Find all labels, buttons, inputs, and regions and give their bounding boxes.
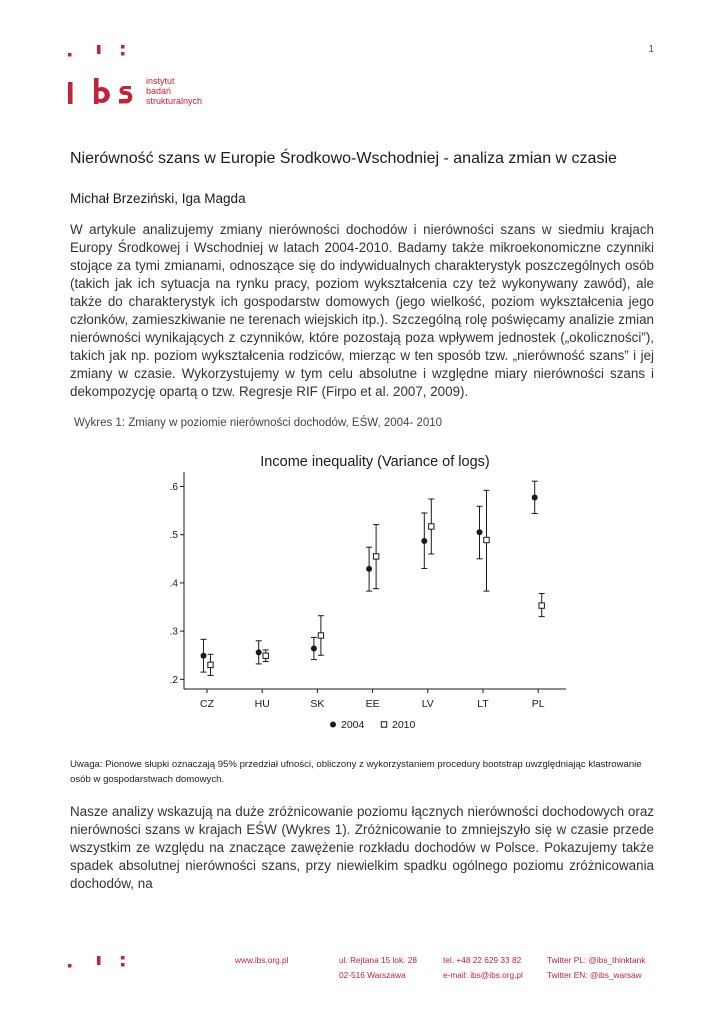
data-point-2004 [311, 645, 317, 651]
figure-note: Uwaga: Pionowe słupki oznaczają 95% przedział ufności, obliczony z wykorzystaniem procedury bootstrap uwzględniając klastrowanie osób w gospodarstwach domowych. [70, 759, 642, 785]
data-point-2010 [208, 662, 213, 667]
footer-email[interactable]: e-mail: ibs@ibs.org.pl [443, 970, 523, 980]
logo-line-2: badań [146, 86, 172, 96]
data-point-2010 [539, 603, 544, 608]
data-point-2010 [373, 554, 378, 559]
data-point-2004 [532, 495, 538, 501]
data-point-2010 [484, 537, 489, 542]
footer-website-col [235, 953, 289, 968]
chart-marks [201, 481, 545, 675]
page-title: Nierówność szans w Europie Środkowo-Wschodniej - analiza zmian w czasie [70, 150, 617, 167]
data-point-2010 [318, 633, 323, 638]
page-number: 1 [648, 44, 654, 55]
abstract-paragraph: W artykule analizujemy zmiany nierówności dochodów i nierówności szans w siedmiu krajach Europy Środkowej i Wschodniej w latach 2004-2010. Badamy także mikroekonomiczne czynniki stojące za tymi zmianami, odnoszące się do indywidualnych charakterystyk poszczególnych osób (takich jak ich sytuacja na rynku pracy, poziom wykształcenia czy też wykonywany zawód), ale także do charakterystyk ich gospodarstw domowych (jego wielkość, poziom wykształcenia jego członków, zamieszkiwanie ne terenach wiejskich itp.). Szczególną rolę poświęcamy analizie zmian nierówności wynikających z czynników, które pozostają poza wpływem jednostek („okoliczności”), takich jak np. poziom wykształcenia rodziców, mierząc w ten sposób tzw. „nierówność szans” i jej zmiany w czasie. Wykorzystujemy w tym celu absolutne i względne miary nierówności szans i dekompozycję opartą o tzw. Regresje RIF (Firpo et al. 2007, 2009). [70, 222, 654, 399]
body-paragraph: Nasze analizy wskazują na duże zróżnicowanie poziomu łącznych nierówności dochodowych oraz nierówności szans w krajach EŚW (Wykres 1). Zróżnicowanie to zmniejszyło się w czasie przede wszystkim ze względu na znaczące zawężenie rozkładu dochodów w Polsce. Pokazujemy także spadek absolutnej nierówności szans, przy niewielkim spadku ogólnego poziomu zróżnicowania dochodów, na [70, 804, 654, 891]
data-point-2004 [366, 566, 372, 572]
data-point-2004 [201, 653, 207, 659]
series-2004 [201, 481, 538, 672]
y-tick-label: .2 [169, 674, 178, 686]
footer-website-link[interactable]: www.ibs.org.pl [235, 955, 289, 965]
x-tick-label: HU [254, 698, 270, 710]
data-point-2010 [429, 524, 434, 529]
data-point-2004 [421, 538, 427, 544]
footer-address-line2: 02-516 Warszawa [339, 970, 406, 980]
logo-line-1: instytut [146, 76, 175, 86]
y-tick-label: .4 [169, 578, 178, 590]
legend-marker-2010 [381, 722, 386, 727]
footer-twitter-col [547, 953, 645, 983]
logo-text [146, 76, 202, 106]
footer-contact-col [443, 953, 523, 983]
legend-label-2010: 2010 [392, 719, 416, 731]
data-point-2004 [477, 529, 483, 535]
footer-twitter-en[interactable]: Twitter EN: @ibs_warsaw [547, 970, 642, 980]
x-tick-label: EE [365, 698, 380, 710]
footer-logo-icon [66, 952, 136, 974]
y-tick-label: .6 [169, 481, 178, 493]
chart [160, 444, 580, 744]
figure-caption: Wykres 1: Zmiany w poziomie nierówności dochodów, EŚW, 2004- 2010 [74, 417, 443, 429]
y-tick-label: .5 [169, 530, 178, 542]
x-tick-label: LT [477, 698, 489, 710]
footer-logo [66, 952, 136, 974]
chart-svg [160, 444, 580, 744]
footer-twitter-pl[interactable]: Twitter PL: @ibs_thinktank [547, 955, 646, 965]
logo-line-3: strukturalnych [146, 96, 203, 106]
x-tick-label: PL [531, 698, 545, 710]
legend-label-2004: 2004 [341, 719, 365, 731]
data-point-2010 [263, 653, 268, 658]
ibs-logo [66, 40, 216, 110]
data-point-2004 [256, 649, 262, 655]
footer-address-col [339, 953, 417, 983]
x-tick-label: LV [421, 698, 434, 710]
chart-legend [330, 719, 416, 731]
x-tick-label: SK [310, 698, 325, 710]
y-tick-label: .3 [169, 626, 178, 638]
authors: Michał Brzeziński, Iga Magda [70, 191, 246, 206]
series-2010 [208, 490, 545, 675]
legend-marker-2004 [330, 722, 336, 728]
footer-phone: tel. +48 22 629 33 82 [443, 955, 522, 965]
x-tick-label: CZ [200, 698, 214, 710]
chart-title: Income inequality (Variance of logs) [260, 454, 490, 470]
footer-address-line1: ul. Rejtana 15 lok. 28 [339, 955, 417, 965]
